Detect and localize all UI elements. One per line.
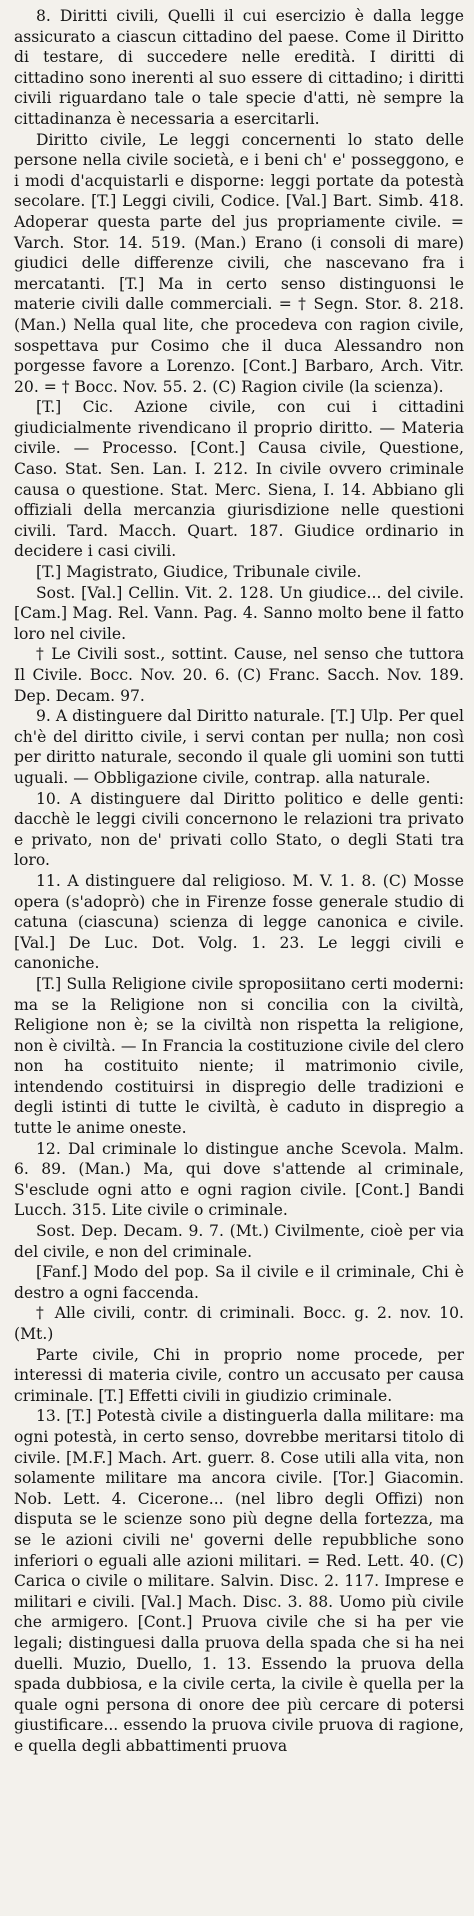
paragraph-azione-civile: [T.] Cic. Azione civile, con cui i cittadini giudicialmente rivendicano il proprio diritto. — Materia civile. — Processo. [Cont.] Causa civile, Questione, Caso. Stat. Sen. Lan. I. 212. In civile ovvero criminale causa o questione. Stat. Merc. Siena, I. 14. Abbiano gli offiziali della mercanzia giurisdizione nelle questioni civili. Tard. Macch. Quart. 187. Giudice ordinario in decidere i casi civili. xyxy=(14,398,464,561)
entry-paragraph-10: 10. A distinguere dal Diritto politico e delle genti: dacchè le leggi civili concernono le relazioni tra privato e privato, non de' privati collo Stato, o degli Stati tra loro. xyxy=(14,789,464,870)
paragraph-civilmente: Sost. Dep. Decam. 9. 7. (Mt.) Civilmente, cioè per via del civile, e non del criminale. xyxy=(14,1222,464,1261)
paragraph-religione-civile: [T.] Sulla Religione civile sproposiitano certi moderni: ma se la Religione non si concilia con la civiltà, Religione non è; se la civiltà non rispetta la religione, non è civiltà. — In Francia la costituzione civile del clero non ha costituito niente; il matrimonio civile, intendendo costituirsi in dispregio delle tradizioni e degli istinti di tutte le civiltà, è caduto in dispregio a tutte le anime oneste. xyxy=(14,974,464,1138)
entry-paragraph-9: 9. A distinguere dal Diritto naturale. [T.] Ulp. Per quel ch'è del diritto civile, i servi contan per nulla; non così per diritto naturale, secondo il quale gli uomini son tutti uguali. — Obbligazione civile, contrap. alla naturale. xyxy=(14,707,464,787)
entry-paragraph-8: 8. Diritti civili, Quelli il cui esercizio è dalla legge assicurato a ciascun cittadino del paese. Come il Diritto di testare, di succedere nelle eredità. I diritti di cittadino sono inerenti al suo essere di cittadino; i diritti civili riguardano tale o tale specie d'atti, nè sempre la cittadinanza è necessaria a esercitarli. xyxy=(14,7,464,128)
entry-paragraph-12: 12. Dal criminale lo distingue anche Scevola. Malm. 6. 89. (Man.) Ma, qui dove s'attende al criminale, S'esclude ogni atto e ogni ragion civile. [Cont.] Bandi Lucch. 315. Lite civile o criminale. xyxy=(14,1139,464,1220)
paragraph-diritto-civile: Diritto civile, Le leggi concernenti lo stato delle persone nella civile società, e i beni ch' e' posseggono, e i modi d'acquistarli e disporne: leggi portate da potestà secolare. [T.] Leggi civili, Codice. [Val.] Bart. Simb. 418. Adoperar questa parte del jus propriamente civile. = Varch. Stor. 14. 519. (Man.) Erano (i consoli di mare) giudici delle differenze civili, che nascevano fra i mercatanti. [T.] Ma in certo senso distinguonsi le materie civili dalle commerciali. = † Segn. Stor. 8. 218. (Man.) Nella qual lite, che procedeva con ragion civile, sospettava pur Cosimo che il duca Alessandro non porgesse favore a Lorenzo. [Cont.] Barbaro, Arch. Vitr. 20. = † Bocc. Nov. 55. 2. (C) Ragion civile (la scienza). xyxy=(14,130,464,396)
paragraph-parte-civile: Parte civile, Chi in proprio nome procede, per interessi di materia civile, contro un accusato per causa criminale. [T.] Effetti civili in giudizio criminale. xyxy=(14,1345,464,1405)
paragraph-le-civili: † Le Civili sost., sottint. Cause, nel senso che tuttora Il Civile. Bocc. Nov. 20. 6. (C) Franc. Sacch. Nov. 189. Dep. Decam. 97. xyxy=(14,645,464,705)
paragraph-magistrato: [T.] Magistrato, Giudice, Tribunale civile. xyxy=(36,563,362,582)
entry-paragraph-11: 11. A distinguere dal religioso. M. V. 1. 8. (C) Mosse opera (s'adoprò) che in Firenze fosse generale studio di catuna (ciascuna) scienza di legge canonica e civile. [Val.] De Luc. Dot. Volg. 1. 23. Le leggi civili e canoniche. xyxy=(14,871,464,973)
paragraph-sost-civile: Sost. [Val.] Cellin. Vit. 2. 128. Un giudice... del civile. [Cam.] Mag. Rel. Vann. Pag. 4. Sanno molto bene il fatto loro nel civile. xyxy=(14,583,464,643)
paragraph-modo-del-pop: [Fanf.] Modo del pop. Sa il civile e il criminale, Chi è destro a ogni faccenda. xyxy=(14,1263,464,1302)
paragraph-alle-civili: † Alle civili, contr. di criminali. Bocc. g. 2. nov. 10. (Mt.) xyxy=(14,1304,464,1343)
entry-paragraph-13: 13. [T.] Potestà civile a distinguerla dalla militare: ma ogni potestà, in certo senso, dovrebbe meritarsi titolo di civile. [M.F.] Mach. Art. guerr. 8. Cose utili alla vita, non solamente militare ma ancora civile. [Tor.] Giacomin. Nob. Lett. 4. Cicerone... (nel libro degli Offizi) non disputa se le scienze sono più degne della fortezza, ma se le azioni civili ne' governi delle repubbliche sono inferiori o eguali alle azioni militari. = Red. Lett. 40. (C) Carica o civile o militare. Salvin. Disc. 2. 117. Imprese e militari e civili. [Val.] Mach. Disc. 3. 88. Uomo più civile che armigero. [Cont.] Pruova civile che si ha per vie legali; distinguesi dalla pruova della spada che si ha nei duelli. Muzio, Duello, 1. 13. Essendo la pruova della spada dubbiosa, e la civile certa, la civile è quella per la quale ogni persona di onore dee più cercare di potersi giustificare... essendo la pruova civile pruova di ragione, e quella degli abbattimenti pruova xyxy=(14,1407,464,1755)
